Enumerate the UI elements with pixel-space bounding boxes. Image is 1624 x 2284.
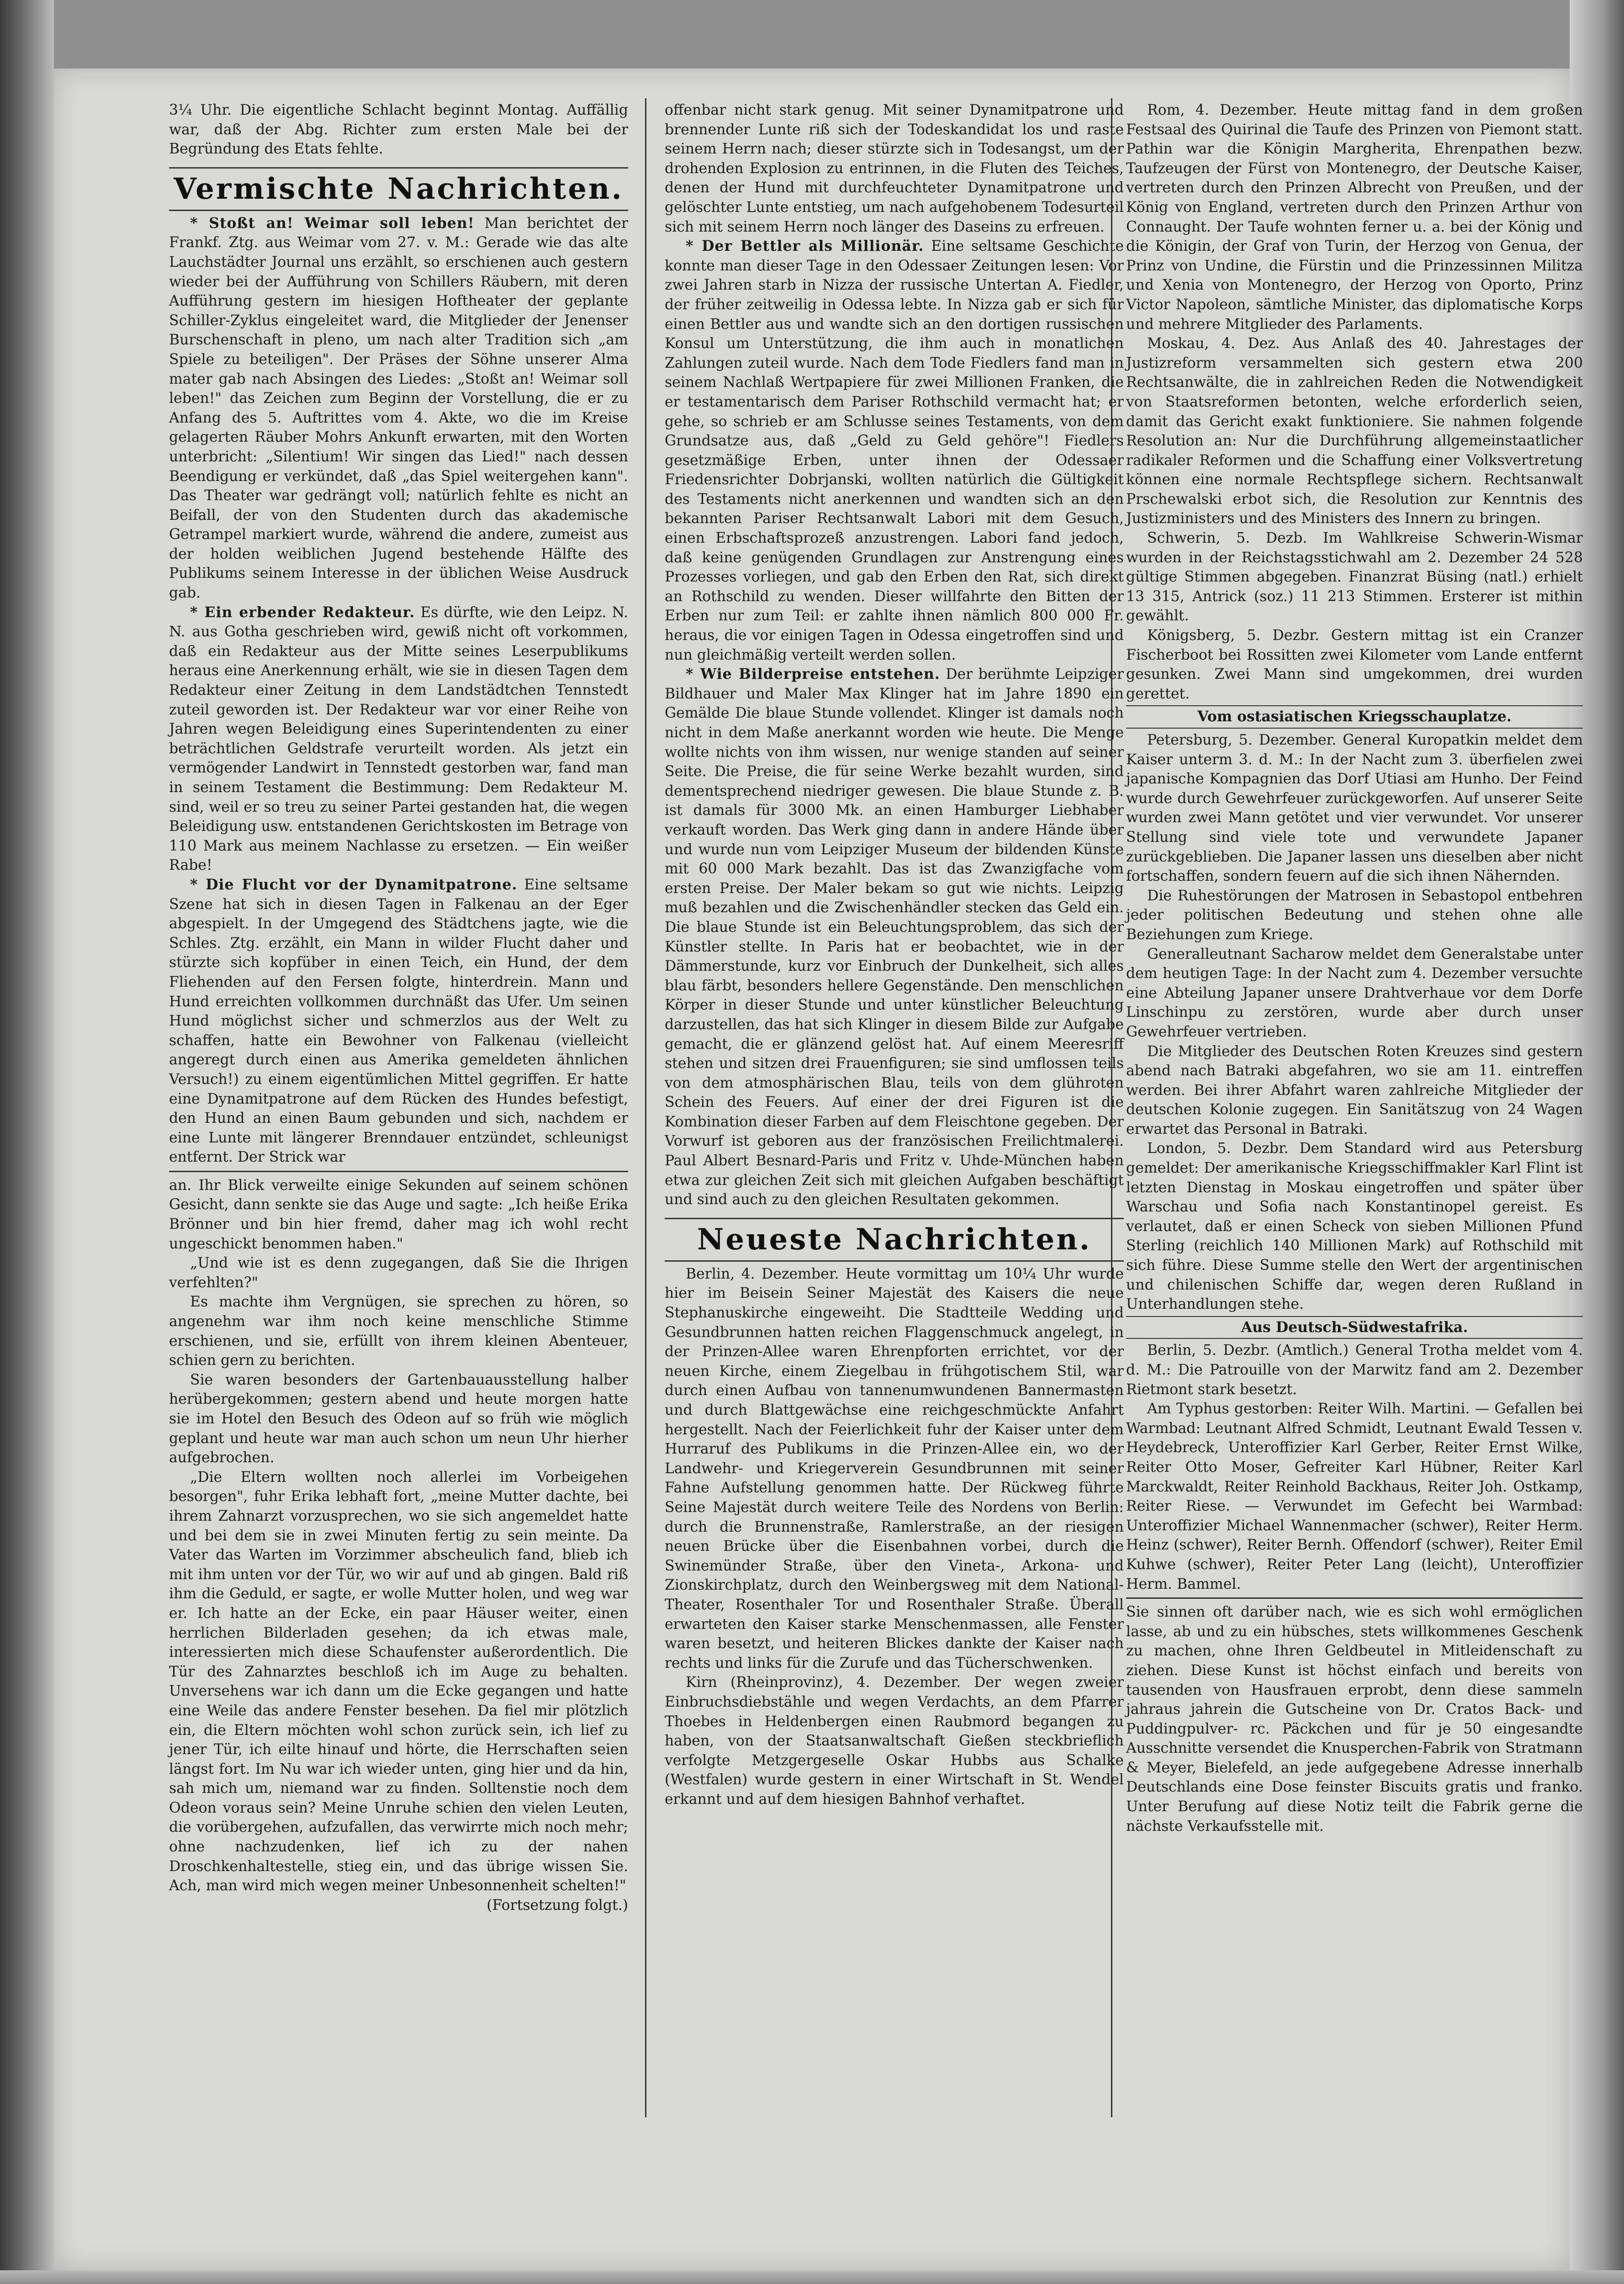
story-paragraph: „Die Eltern wollten noch allerlei im Vorbeigehen besorgen", fuhr Erika lebhaft fort, „meine Mutter dachte, bei ihrem Zahnarzt vorzusprechen, wo sie sich angemeldet hatte und bei dem sie in zwei Minuten fertig zu sein meinte. Da Vater das Warten im Vorzimmer abscheulich fand, blieb ich mit ihm unten vor der Tür, wo wir auf und ab gingen. Bald riß ihm die Geduld, er sagte, er wolle Mutter holen, und weg war er. Ich hatte an der Ecke, ein paar Häuser weiter, einen herrlichen Bilderladen gesehen; da ich etwas male, interessierten mich diese Schaufenster außerordentlich. Die Tür des Zahnarztes beschloß ich im Auge zu behalten. Unversehens war ich dann um die Ecke gegangen und hatte eine Weile das andere Fenster besehen. Da fiel mir plötzlich ein, die Eltern möchten wohl schon zurück sein, ich lief zu jener Tür, ich eilte hinauf und hörte, die Herrschaften seien längst fort. Im Nu war ich wieder unten, ging hier und da hin, sah mich um, niemand war zu finden. Solltenstie noch dem Odeon voraus sein? Meine Unruhe schien den vielen Leuten, die vorübergehen, aufzufallen, das verwirrte mich noch mehr; ohne nachzudenken, lief ich zu der nahen Droschkenhaltestelle, stieg ein, und das übrige wissen Sie. Ach, man wird mich wegen meiner Unbesonnenheit schelten!" bbox=[169, 1469, 628, 1894]
page-edge-bottom bbox=[0, 2270, 1624, 2284]
story-paragraph: an. Ihr Blick verweilte einige Sekunden auf seinem schönen Gesicht, dann senkte sie das Auge und sagte: „Ich heiße Erika Brönner und bin hier fremd, daher mag ich wohl recht ungeschickt benommen haben." bbox=[169, 1177, 628, 1252]
section-heading-neueste: Neueste Nachrichten. bbox=[665, 1218, 1124, 1262]
advert-rule bbox=[1126, 1597, 1583, 1599]
article-bilderpreise: * Wie Bilderpreise entstehen. Der berühmte Leipziger Bildhauer und Maler Max Klinger hat im Jahre 1890 ein Gemälde Die blaue Stunde vollendet. Klinger ist damals noch nicht in dem Maße anerkannt worden wie heute. Die Menge wollte nichts von ihm wissen, nur wenige standen auf seiner Seite. Die Preise, die für seine Werke bezahlt wurden, sind dementsprechend niedriger gewesen. Die blaue Stunde z. B. ist damals für 3000 Mk. an einen Hamburger Liebhaber verkauft worden. Das Werk ging dann in andere Hände über und wurde nun vom Leipziger Museum der bildenden Künste mit 60 000 Mark bezahlt. Das ist das Zwanzigfache vom ersten Preise. Der Maler bekam so gut wie nichts. Leipzig muß bezahlen und die Zwischenhändler stecken das Geld ein. Die blaue Stunde ist ein Beleuchtungsproblem, das sich der Künstler stellte. In Paris hat er beobachtet, wie in der Dämmerstunde, kurz vor Einbruch der Dunkelheit, sich alles blau färbt, besonders hellere Gegenstände. Den menschlichen Körper in dieser Stunde und unter künstlicher Beleuchtung darzustellen, das hat sich Klinger in diesem Bilde zur Aufgabe gemacht, die er glänzend gelöst hat. Auf einem Meeresriff stehen und sitzen drei Frauenfiguren; sie sind umflossen teils von dem atmosphärischen Blau, teils von dem glühroten Schein des Feuers. Auf einer der drei Figuren ist die Kombination dieser Farben auf dem Fleischtone gegeben. Der Vorwurf ist geboren aus der französischen Freilichtmalerei. Paul Albert Besnard-Paris und Fritz v. Uhde-München haben etwa zur gleichen Zeit sich mit gleichen Aufgaben beschäftigt und sind auch zu den gleichen Resultaten gekommen. bbox=[665, 666, 1124, 1208]
column-3 bbox=[1126, 100, 1583, 1836]
article-bettler: * Der Bettler als Millionär. Eine seltsame Geschichte konnte man dieser Tage in den Odessaer Zeitungen lesen: Vor zwei Jahren starb in Nizza der russische Untertan A. Fiedler, der früher zeitweilig in Odessa lebte. In Nizza gab er sich für einen Bettler aus und wandte sich an den dortigen russischen Konsul um Unterstützung, die ihm auch in monatlichen Zahlungen zuteil wurde. Nach dem Tode Fiedlers fand man in seinem Nachlaß Wertpapiere für zwei Millionen Franken, die er testamentarisch dem Pariser Rothschild vermacht hat; er gehe, so schrieb er am Schlusse seines Testaments, von dem Grundsatze aus, daß „Geld zu Geld gehöre"! Fiedlers gesetzmäßige Erben, unter ihnen der Odessaer Friedensrichter Dobrjanski, wollten natürlich die Gültigkeit des Testaments nicht anerkennen und wandten sich an den bekannten Pariser Rechtsanwalt Labori mit dem Gesuch, einen Erbschaftsprozeß anzustrengen. Labori fand jedoch, daß keine genügenden Grundlagen zur Anstrengung eines Prozesses vorliegen, und gab den Erben den Rat, sich direkt an Rothschild zu wenden. Dieser willfahrte den Bitten der Erben nur zum Teil: er zahlte ihnen nämlich 800 000 Fr. heraus, die vor einigen Tagen in Odessa eingetroffen sind und nun gleichmäßig verteilt werden sollen. bbox=[665, 238, 1124, 663]
article-title: * Der Bettler als Millionär. bbox=[686, 238, 924, 255]
news-berlin: Berlin, 4. Dezember. Heute vormittag um 10¼ Uhr wurde hier im Beisein Seiner Majestät des Kaisers die neue Stephanuskirche eingeweiht. Die Stadtteile Wedding und Gesundbrunnen hatten reichen Flaggenschmuck angelegt, in der Prinzen-Allee waren Ehrenpforten errichtet, vor der neuen Kirche, einem Ziegelbau in frühgotischem Stil, war durch einen Aufbau von tannenumwundenen Bannermasten und durch Blattgewächse eine reichgeschmückte Anfahrt hergestellt. Nach der Feierlichkeit fuhr der Kaiser unter dem Hurraruf des Publikums in die Prinzen-Allee ein, wo der Landwehr- und Kriegerverein Gesundbrunnen mit seiner Fahne Aufstellung genommen hatte. Der Rückweg führte Seine Majestät durch weitere Teile des Nordens von Berlin: durch die Brunnenstraße, Ramlerstraße, an der riesigen neuen Brücke über die Eisenbahnen vorbei, durch die Swinemünder Straße, über den Vineta-, Arkona- und Zionskirchplatz, durch den Weinbergsweg mit dem National-Theater, Rosenthaler Tor und Rosenthaler Straße. Überall erwarteten den Kaiser starke Menschenmassen, alle Fenster waren besetzt, und heiteren Blickes dankte der Kaiser nach rechts und links für die Zurufe und das Tücherschwenken. bbox=[665, 1265, 1124, 1671]
news-schwerin: Schwerin, 5. Dezb. Im Wahlkreise Schwerin-Wismar wurden in der Reichstagsstichwahl am 2. Dezember 24 528 gültige Stimmen abgegeben. Finanzrat Büsing (natl.) erhielt 13 315, Antrick (soz.) 11 213 Stimmen. Ersterer ist mithin gewählt. bbox=[1126, 530, 1583, 624]
story-paragraph: „Und wie ist es denn zugegangen, daß Sie die Ihrigen verfehlten?" bbox=[169, 1255, 628, 1291]
article-title: * Die Flucht vor der Dynamitpatrone. bbox=[190, 876, 518, 893]
news-koenigsberg: Königsberg, 5. Dezbr. Gestern mittag ist ein Cranzer Fischerboot bei Rossitten zwei Kilometer vom Lande entfernt gesunken. Zwei Mann sind umgekommen, drei wurden gerettet. bbox=[1126, 627, 1583, 702]
news-sebastopol: Die Ruhestörungen der Matrosen in Sebastopol entbehren jeder politischen Bedeutung und stehen ohne alle Beziehungen zum Kriege. bbox=[1126, 887, 1583, 943]
advertisement: Sie sinnen oft darüber nach, wie es sich wohl ermöglichen lasse, ab und zu ein hübsches, stets willkommenes Geschenk zu machen, ohne Ihren Geldbeutel in Mitleidenschaft zu ziehen. Diese Kunst ist höchst einfach und bereits von tausenden von Hausfrauen erprobt, denn diese sammeln jahraus jahrein die Gutscheine von Dr. Cratos Back- und Puddingpulver- rc. Päckchen und für je 50 eingesandte Ausschnitte versendet die Knusperchen-Fabrik von Stratmann & Meyer, Bielefeld, an jede aufgegebene Adresse innerhalb Deutschlands eine Dose feinster Biscuits gratis und franko. Unter Berufung auf diese Notiz teilt die Fabrik gerne die nächste Verkaufsstelle mit. bbox=[1126, 1604, 1583, 1835]
casualty-list: Am Typhus gestorben: Reiter Wilh. Martini. — Gefallen bei Warmbad: Leutnant Alfred Schmidt, Leutnant Ewald Tessen v. Heydebreck, Unteroffizier Karl Gerber, Reiter Ernst Wilke, Reiter Otto Moser, Gefreiter Karl Hübner, Reiter Karl Marckwaldt, Reiter Reinhold Backhaus, Reiter Joh. Ostkamp, Reiter Riese. — Verwundet im Gefecht bei Warmbad: Unteroffizier Michael Wannenmacher (schwer), Reiter Herm. Heinz (schwer), Reiter Bernh. Offendorf (schwer), Reiter Emil Kuhwe (schwer), Reiter Peter Lang (leicht), Unteroffizier Herm. Bammel. bbox=[1126, 1401, 1583, 1592]
news-petersburg: Petersburg, 5. Dezember. General Kuropatkin meldet dem Kaiser unterm 3. d. M.: In der Nacht zum 3. überfielen zwei japanische Kompagnien das Dorf Utiasi am Hunho. Der Feind wurde durch Gewehrfeuer zurückgeworfen. Auf unserer Seite wurden zwei Mann getötet und vier verwundet. Vor unserer Stellung sind viele tote und verwundete Japaner zurückgeblieben. Die Japaner lassen uns dieselben aber nicht fortschaffen, sondern feuern auf die sich ihnen Nähernden. bbox=[1126, 732, 1583, 885]
article-title: * Ein erbender Redakteur. bbox=[190, 603, 415, 621]
news-london: London, 5. Dezbr. Dem Standard wird aus Petersburg gemeldet: Der amerikanische Kriegsschiffmakler Karl Flint ist letzten Dienstag in Moskau eingetroffen und später über Warschau und Sofia nach Konstantinopel gereist. Es verlautet, daß er einen Scheck von sieben Millionen Pfund Sterling (reichlich 140 Millionen Mark) auf Rothschild mit sich führe. Diese Summe stelle den Wert der argentinischen und chilenischen Schiffe dar, wegen deren Rußland in Unterhandlungen stehe. bbox=[1126, 1140, 1583, 1313]
news-moskau: Moskau, 4. Dez. Aus Anlaß des 40. Jahrestages der Justizreform versammelten sich gestern etwa 200 Rechtsanwälte, die in zahlreichen Reden die Notwendigkeit von Staatsreformen betonten, welche erforderlich seien, damit das Gericht exakt funktioniere. Sie nahmen folgende Resolution an: Nur die Durchführung allgemeinstaatlicher radikaler Reformen und die Schaffung einer Volksvertretung können eine normale Rechtspflege sichern. Rechtsanwalt Prschewalski erbot sich, die Resolution zur Kenntnis des Justizministers und des Ministers des Innern zu bringen. bbox=[1126, 335, 1583, 527]
story-paragraph: Es machte ihm Vergnügen, sie sprechen zu hören, so angenehm war ihm noch keine menschliche Stimme erschienen, und sie, erfüllt von ihrem kleinen Abenteuer, schien gern zu berichten. bbox=[169, 1294, 628, 1369]
news-rotes-kreuz: Die Mitglieder des Deutschen Roten Kreuzes sind gestern abend nach Batraki abgefahren, wo sie am 11. eintreffen werden. Bei ihrer Abfahrt waren zahlreiche Mitglieder der deutschen Kolonie zugegen. Ein Sanitätszug von 24 Wagen erwartet das Personal in Batraki. bbox=[1126, 1043, 1583, 1137]
feuilleton-rule bbox=[169, 1171, 628, 1172]
article-title: * Stoßt an! Weimar soll leben! bbox=[190, 214, 475, 232]
subheading-suedwestafrika: Aus Deutsch-Südwestafrika. bbox=[1126, 1316, 1583, 1339]
intro-paragraph: 3¼ Uhr. Die eigentliche Schlacht beginnt Montag. Auffällig war, daß der Abg. Richter zum ersten Male bei der Begründung des Etats fehlte. bbox=[169, 102, 628, 158]
news-rom: Rom, 4. Dezember. Heute mittag fand in dem großen Festsaal des Quirinal die Taufe des Prinzen von Piemont statt. Pathin war die Königin Margherita, Ehrenpathen bezw. Taufzeugen der Fürst von Montenegro, der Deutsche Kaiser, vertreten durch den Prinzen Albrecht von Preußen, und der König von England, vertreten durch den Prinzen Arthur von Connaught. Der Taufe wohnten ferner u. a. bei der König und die Königin, der Graf von Turin, der Herzog von Genua, der Prinz von Undine, die Fürstin und die Prinzessinnen Militza und Xenia von Montenegro, der Herzog von Oporto, Prinz Victor Napoleon, sämtliche Minister, das diplomatische Korps und mehrere Mitglieder des Parlaments. bbox=[1126, 102, 1583, 333]
news-sacharow: Generalleutnant Sacharow meldet dem Generalstabe unter dem heutigen Tage: In der Nacht zum 4. Dezember versuchte eine Abteilung Japaner unsere Drahtverhaue vor dem Dorfe Linschinpu zu zerstören, wurde aber durch unser Gewehrfeuer vertrieben. bbox=[1126, 946, 1583, 1040]
article-dynamit-continued: offenbar nicht stark genug. Mit seiner Dynamitpatrone und brennender Lunte riß sich der Todeskandidat los und raste seinem Herrn nach; dieser stürzte sich in Todesangst, um der drohenden Explosion zu entrinnen, in die Fluten des Teiches, denen der Hund mit durchfeuchteter Dynamitpatrone und gelöschter Lunte entstieg, um nach aufgehobenem Todesurteil sich mit seinem Herrn noch länger des Daseins zu erfreuen. bbox=[665, 102, 1124, 235]
article-dynamit: * Die Flucht vor der Dynamitpatrone. Eine seltsame Szene hat sich in diesen Tagen in Falkenau an der Eger abgespielt. In der Umgegend des Städtchens jagte, wie die Schles. Ztg. erzählt, ein Mann in wilder Flucht daher und stürzte sich kopfüber in einen Teich, ein Hund, der dem Fliehenden auf den Fersen folgte, hinterdrein. Mann und Hund erreichten vollkommen durchnäßt das Ufer. Um seinen Hund möglichst sicher und schmerzlos aus der Welt zu schaffen, hatte ein Bewohner von Falkenau (vielleicht angeregt durch einen aus Amerika gemeldeten ähnlichen Versuch!) zu einem eigentümlichen Mittel gegriffen. Er hatte eine Dynamitpatrone auf dem Rücken des Hundes befestigt, den Hund an einen Baum gebunden und sich, nachdem er eine Lunte mit längerer Brenndauer entzündet, schleunigst entfernt. Der Strick war bbox=[169, 876, 628, 1166]
story-paragraph: Sie waren besonders der Gartenbauausstellung halber herübergekommen; gestern abend und heute morgen hatte sie im Hotel den Besuch des Odeon auf so früh wie möglich geplant und heute war man auch schon um neun Uhr hierher aufgebrochen. bbox=[169, 1371, 628, 1466]
news-berlin-trotha: Berlin, 5. Dezbr. (Amtlich.) General Trotha meldet vom 4. d. M.: Die Patrouille von der Marwitz fand am 2. Dezember Rietmont stark besetzt. bbox=[1126, 1342, 1583, 1398]
continued-note: (Fortsetzung folgt.) bbox=[487, 1897, 628, 1914]
article-title: * Wie Bilderpreise entstehen. bbox=[686, 666, 940, 683]
column-rule-1 bbox=[645, 98, 646, 2117]
column-2 bbox=[665, 100, 1124, 1809]
column-1 bbox=[169, 100, 628, 1915]
article-weimar: * Stoßt an! Weimar soll leben! Man berichtet der Frankf. Ztg. aus Weimar vom 27. v. M.: Gerade wie das alte Lauchstädter Journal uns erzählt, so erschienen auch gestern wieder bei der Aufführung von Schillers Räubern, mit deren Aufführung gestern im hiesigen Hoftheater der geplante Schiller-Zyklus eingeleitet ward, die Mitglieder der Jenenser Burschenschaft in pleno, um nach alter Tradition sich „am Spiele zu beteiligen". Der Präses der Söhne unserer Alma mater gab nach Absingen des Liedes: „Stoßt an! Weimar soll leben!" das Zeichen zum Beginn der Vorstellung, die er zu Anfang des 5. Auftrittes vom 4. Akte, wo die im Kreise gelagerten Räuber Mohrs Ankunft erwarten, mit den Worten unterbricht: „Silentium! Wir singen das Lied!" nach dessen Beendigung er verkündet, daß „das Spiel weitergehen kann". Das Theater war gedrängt voll; natürlich fehlte es nicht an Beifall, der von den Studenten durch das akademische Getrampel markiert wurde, während die andere, zumeist aus der holden weiblichen Jugend bestehende Hälfte des Publikums seinem Interesse in der üblichen Weise Ausdruck gab. bbox=[169, 214, 629, 602]
article-redakteur: * Ein erbender Redakteur. Es dürfte, wie den Leipz. N. N. aus Gotha geschrieben wird, gewiß nicht oft vorkommen, daß ein Redakteur aus der Mitte seines Leserpublikums heraus eine Anerkennung erhält, wie sie in diesen Tagen dem Redakteur einer Zeitung in dem Landstädtchen Tennstedt zuteil geworden ist. Der Redakteur war vor einer Reihe von Jahren wegen Beleidigung eines Superintendenten zu einer beträchtlichen Geldstrafe verurteilt worden. Als jetzt ein vermögender Landwirt in Tennstedt gestorben war, fand man in seinem Testament die Bestimmung: Dem Redakteur M. sind, weil er so treu zu seiner Partei gestanden hat, die wegen Beleidigung usw. entstandenen Gerichtskosten im Betrage von 110 Mark aus meinem Nachlasse zu ersetzen. — Ein weißer Rabe! bbox=[169, 603, 629, 874]
section-heading-vermischte: Vermischte Nachrichten. bbox=[169, 167, 628, 211]
news-kirn: Kirn (Rheinprovinz), 4. Dezember. Der wegen zweier Einbruchsdiebstähle und wegen Verdachts, an dem Pfarrer Thoebes in Heldenbergen einen Raubmord begangen zu haben, von der Staatsanwaltschaft Gießen steckbrieflich verfolgte Metzgergeselle Oskar Hubbs aus Schalke (Westfalen) wurde gestern in einer Wirtschaft in St. Wendel erkannt und auf dem hiesigen Bahnhof verhaftet. bbox=[665, 1674, 1124, 1808]
subheading-kriegsschauplatz: Vom ostasiatischen Kriegsschauplatze. bbox=[1126, 705, 1583, 729]
book-gutter bbox=[0, 0, 54, 2284]
